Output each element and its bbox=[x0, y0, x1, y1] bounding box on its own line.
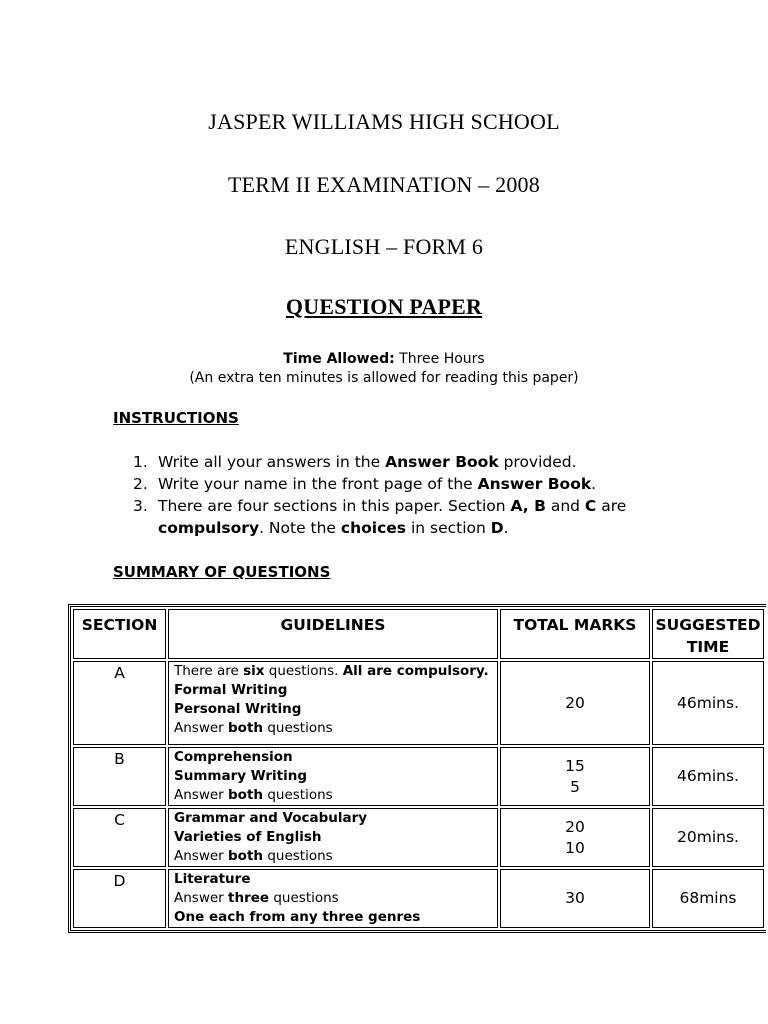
guidelines-cell: Grammar and Vocabulary Varieties of English Answer both questions bbox=[168, 808, 498, 867]
time-cell: 46mins. bbox=[652, 747, 764, 806]
time-cell: 46mins. bbox=[652, 661, 764, 745]
time-value: Three Hours bbox=[399, 351, 485, 367]
time-cell: 20mins. bbox=[652, 808, 764, 867]
school-name: JASPER WILLIAMS HIGH SCHOOL bbox=[208, 109, 560, 134]
guidelines-cell: Literature Answer three questions One each from any three genres bbox=[168, 869, 498, 928]
column-header: GUIDELINES bbox=[168, 609, 498, 659]
marks-cell: 20 10 bbox=[500, 808, 650, 867]
subject-title: ENGLISH – FORM 6 bbox=[284, 234, 484, 259]
time-allowed bbox=[0, 351, 768, 367]
table-row bbox=[73, 869, 764, 928]
instruction-item bbox=[133, 495, 628, 539]
guidelines-cell: There are six questions. All are compulsory. Formal Writing Personal Writing Answer both questions bbox=[168, 661, 498, 745]
instruction-text: Write all your answers in the Answer Book provided. bbox=[158, 453, 577, 471]
instructions-list bbox=[133, 451, 628, 539]
instruction-text: There are four sections in this paper. Section A, B and C are compulsory. Note the choices in section D. bbox=[158, 497, 627, 537]
instruction-number: 3. bbox=[133, 497, 148, 515]
section-cell: A bbox=[73, 661, 166, 745]
paper-title-wrap bbox=[0, 294, 768, 320]
instruction-text: Write your name in the front page of the Answer Book. bbox=[158, 475, 597, 493]
time-label: Time Allowed: bbox=[283, 351, 395, 367]
instruction-number: 1. bbox=[133, 453, 148, 471]
guidelines-cell: Comprehension Summary Writing Answer both questions bbox=[168, 747, 498, 806]
marks-cell: 30 bbox=[500, 869, 650, 928]
instructions-heading: INSTRUCTIONS bbox=[113, 409, 239, 427]
marks-cell: 20 bbox=[500, 661, 650, 745]
column-header: TOTAL MARKS bbox=[500, 609, 650, 659]
instruction-item bbox=[133, 473, 628, 495]
instruction-number: 2. bbox=[133, 475, 148, 493]
column-header: SECTION bbox=[73, 609, 166, 659]
section-cell: D bbox=[73, 869, 166, 928]
time-cell: 68mins bbox=[652, 869, 764, 928]
instruction-item bbox=[133, 451, 628, 473]
section-cell: C bbox=[73, 808, 166, 867]
table-row bbox=[73, 747, 764, 806]
section-cell: B bbox=[73, 747, 166, 806]
table-row bbox=[73, 661, 764, 745]
marks-cell: 15 5 bbox=[500, 747, 650, 806]
table-row bbox=[73, 808, 764, 867]
column-header: SUGGESTED TIME bbox=[652, 609, 764, 659]
paper-title: QUESTION PAPER bbox=[285, 294, 483, 319]
exam-title: TERM II EXAMINATION – 2008 bbox=[228, 172, 540, 197]
summary-heading: SUMMARY OF QUESTIONS bbox=[113, 563, 331, 581]
time-note: (An extra ten minutes is allowed for reading this paper) bbox=[189, 370, 579, 386]
summary-table bbox=[68, 604, 766, 933]
table-header-row bbox=[73, 609, 764, 659]
